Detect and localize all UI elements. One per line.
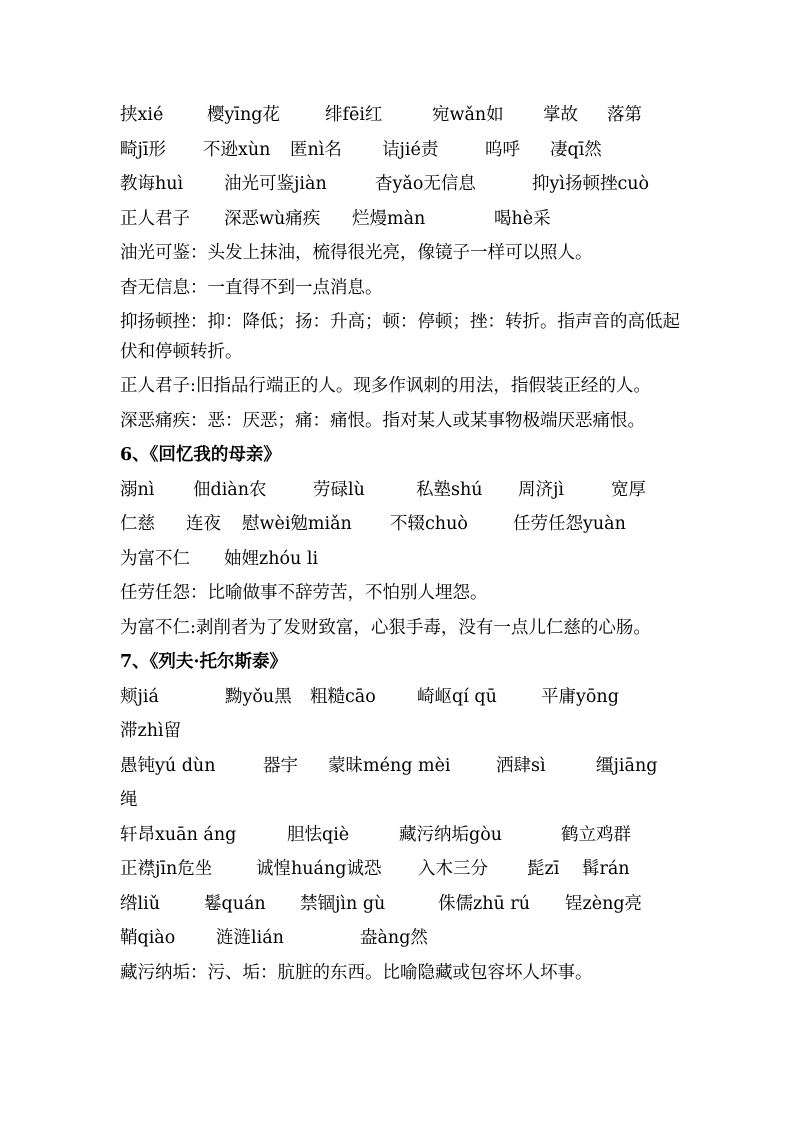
- vocab-entry: 禁锢jìn gù: [300, 893, 386, 914]
- vocab-entry: 樱yīng花: [207, 105, 280, 125]
- vocab-entry: 掌故: [543, 105, 578, 125]
- vocab-entry: 黝yǒu黑: [225, 686, 292, 707]
- vocab-entry: 侏儒zhū rú: [438, 893, 530, 914]
- vocab-entry: 喝hè采: [494, 208, 551, 229]
- vocab-entry: 诘jié责: [382, 139, 439, 160]
- vocab-entry: 鞘qiào: [120, 928, 176, 948]
- vocab-entry: 佃diàn农: [193, 479, 267, 500]
- vocab-entry: 油光可鉴jiàn: [224, 174, 327, 194]
- definition-line: 藏污纳垢：污、垢：肮脏的东西。比喻隐藏或包容坏人坏事。: [120, 962, 593, 983]
- vocab-continuation: 滞zhì留: [120, 721, 182, 741]
- vocab-row: [120, 818, 680, 853]
- vocab-entry: 任劳任怨yuàn: [513, 514, 626, 534]
- vocab-entry: 仁慈: [120, 514, 155, 534]
- vocab-entry: 胆怯qiè: [287, 824, 350, 845]
- vocab-entry: 鬈quán: [204, 893, 266, 914]
- section-heading: 7、《列夫·托尔斯泰》: [120, 652, 288, 672]
- vocab-entry: 入木三分: [418, 859, 488, 879]
- vocab-entry: 烂熳màn: [352, 208, 426, 229]
- vocab-entry: 轩昂xuān áng: [120, 824, 237, 845]
- vocab-entry: 劳碌lù: [313, 479, 365, 500]
- vocab-entry: 挟xié: [120, 105, 164, 125]
- vocab-row: [120, 507, 680, 542]
- vocab-entry: 锃zèng亮: [565, 893, 643, 914]
- vocab-row: [120, 852, 680, 887]
- vocab-entry: 愚钝yú dùn: [120, 755, 216, 776]
- vocab-entry: 诚惶huáng诚恐: [256, 859, 382, 879]
- vocab-row: [120, 98, 680, 133]
- vocab-entry: 颊jiá: [120, 686, 159, 707]
- vocab-entry: 落第: [607, 105, 642, 125]
- vocab-row: [120, 680, 680, 715]
- vocab-row: [120, 921, 680, 956]
- vocab-entry: 崎岖qí qū: [417, 686, 497, 707]
- vocab-entry: 慰wèi勉miǎn: [242, 514, 352, 534]
- vocab-entry: 鹤立鸡群: [561, 824, 631, 845]
- vocab-entry: 深恶wù痛疾: [224, 208, 321, 229]
- vocab-entry: 绯fēi红: [325, 105, 383, 125]
- vocab-entry: 蒙昧méng mèi: [328, 755, 451, 776]
- vocab-entry: 周济jì: [518, 479, 565, 500]
- vocab-entry: 正襟jīn危坐: [120, 859, 213, 879]
- vocab-row: [120, 473, 680, 508]
- vocab-entry: 溺nì: [120, 479, 155, 500]
- vocab-row: [120, 887, 680, 922]
- vocab-entry: 连夜: [186, 514, 221, 534]
- vocab-entry: 藏污纳垢gòu: [399, 824, 503, 845]
- section-heading: 6、《回忆我的母亲》: [120, 445, 281, 465]
- vocab-entry: 髯rán: [582, 859, 630, 879]
- vocab-entry: 匿nì名: [290, 139, 342, 160]
- vocab-entry: 平庸yōng: [541, 686, 619, 707]
- vocab-entry: 髭zī: [527, 859, 560, 879]
- definition-line: 杳无信息：一直得不到一点消息。: [120, 277, 383, 298]
- vocab-entry: 器宇: [263, 755, 298, 776]
- vocab-entry: 绺liǔ: [120, 893, 160, 914]
- vocab-row: [120, 202, 680, 237]
- vocab-entry: 私塾shú: [416, 479, 483, 500]
- vocab-entry: 抑yì扬顿挫cuò: [532, 174, 650, 194]
- vocab-entry: 宛wǎn如: [432, 105, 504, 125]
- vocab-entry: 呜呼: [485, 139, 520, 160]
- vocab-entry: 宽厚: [611, 479, 646, 500]
- definition-paragraph: 抑扬顿挫：抑：降低；扬：升高；顿：停顿；挫：转折。指声音的高低起伏和停顿转折。: [120, 312, 680, 362]
- vocab-row: [120, 167, 680, 202]
- vocab-entry: 不辍chuò: [390, 514, 468, 534]
- vocab-continuation: 绳: [120, 790, 138, 810]
- definition-line: 任劳任怨：比喻做事不辞劳苦，不怕别人埋怨。: [120, 583, 488, 603]
- vocab-entry: 杳yǎo无信息: [375, 174, 476, 194]
- vocab-row: [120, 542, 680, 577]
- definition-line: 正人君子:旧指品行端正的人。现多作讽刺的用法，指假装正经的人。: [120, 376, 651, 396]
- definition-line: 为富不仁:剥削者为了发财致富，心狠手毒，没有一点儿仁慈的心肠。: [120, 617, 651, 638]
- vocab-entry: 教诲huì: [120, 174, 184, 194]
- vocab-entry: 涟涟lián: [216, 928, 284, 948]
- vocab-entry: 粗糙cāo: [310, 686, 376, 707]
- definition-line: 油光可鉴：头发上抹油，梳得很光亮，像镜子一样可以照人。: [120, 243, 593, 263]
- vocab-row: [120, 749, 680, 784]
- vocab-entry: 为富不仁: [120, 548, 190, 569]
- vocab-entry: 缰jiāng: [596, 755, 658, 776]
- vocab-entry: 凄qī然: [550, 139, 602, 160]
- definition-line: 深恶痛疾：恶：厌恶；痛：痛恨。指对某人或某事物极端厌恶痛恨。: [120, 410, 645, 431]
- document-body: [120, 98, 680, 990]
- vocab-entry: 不逊xùn: [203, 139, 271, 160]
- vocab-entry: 盎àng然: [360, 928, 428, 948]
- vocab-entry: 妯娌zhóu li: [224, 548, 319, 569]
- vocab-row: [120, 133, 680, 168]
- vocab-entry: 畸jī形: [120, 139, 167, 160]
- vocab-entry: 洒肆sì: [496, 755, 546, 776]
- vocab-entry: 正人君子: [120, 208, 190, 229]
